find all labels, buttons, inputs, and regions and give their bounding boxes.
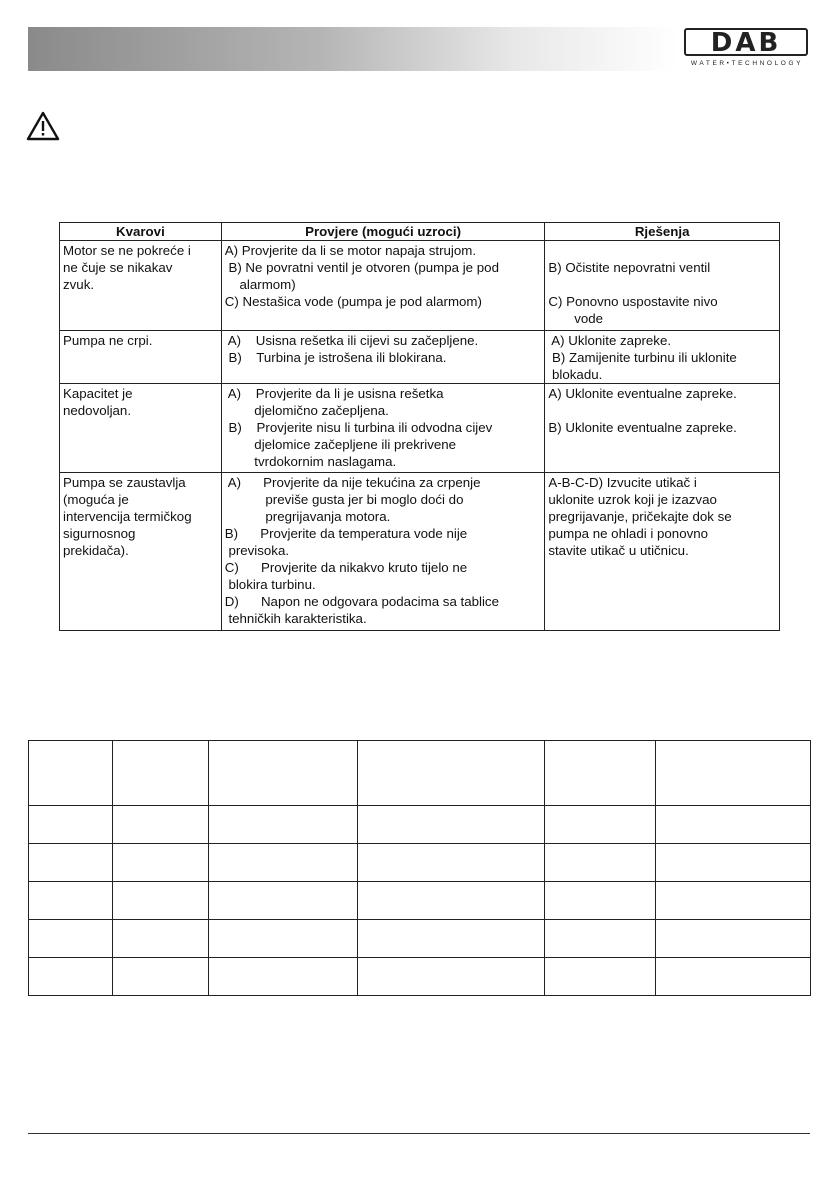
header-checks: Provjere (mogući uzroci)	[221, 223, 545, 241]
empty-cell	[208, 741, 357, 806]
fault-cell: Kapacitet je nedovoljan.	[60, 384, 222, 473]
empty-cell	[29, 920, 113, 958]
empty-cell	[112, 882, 208, 920]
solutions-cell: A) Uklonite eventualne zapreke. B) Uklonite eventualne zapreke.	[545, 384, 780, 473]
header-gradient-bar	[28, 27, 678, 71]
empty-cell	[29, 844, 113, 882]
table-header-row	[60, 223, 780, 241]
solutions-cell: A-B-C-D) Izvucite utikač i uklonite uzrok koji je izazvao pregrijavanje, pričekajte dok se pumpa ne ohladi i ponovno stavite utikač u utičnicu.	[545, 473, 780, 631]
empty-cell	[29, 741, 113, 806]
empty-cell	[208, 920, 357, 958]
warning-triangle-icon	[25, 110, 61, 147]
empty-cell	[545, 882, 656, 920]
logo-subtext: WATER•TECHNOLOGY	[690, 60, 804, 67]
empty-cell	[208, 806, 357, 844]
dab-logo	[684, 28, 810, 68]
table-row	[60, 331, 780, 384]
empty-cell	[545, 920, 656, 958]
empty-grid-table	[28, 740, 811, 996]
header-faults: Kvarovi	[60, 223, 222, 241]
fault-cell: Pumpa se zaustavlja (moguća je intervencija termičkog sigurnosnog prekidača).	[60, 473, 222, 631]
table-row	[29, 844, 811, 882]
empty-cell	[357, 958, 545, 996]
table-row	[29, 806, 811, 844]
empty-cell	[29, 958, 113, 996]
checks-cell: A) Provjerite da li se motor napaja strujom. B) Ne povratni ventil je otvoren (pumpa je pod alarmom) C) Nestašica vode (pumpa je pod alarmom)	[221, 241, 545, 331]
empty-cell	[112, 844, 208, 882]
footer-divider	[28, 1133, 810, 1134]
empty-cell	[112, 741, 208, 806]
troubleshooting-table	[59, 222, 780, 631]
table-row	[60, 241, 780, 331]
table-row	[29, 741, 811, 806]
empty-cell	[545, 806, 656, 844]
empty-cell	[656, 920, 811, 958]
empty-cell	[357, 920, 545, 958]
empty-cell	[208, 844, 357, 882]
empty-cell	[112, 958, 208, 996]
empty-cell	[357, 882, 545, 920]
empty-cell	[545, 741, 656, 806]
empty-cell	[29, 806, 113, 844]
checks-cell: A) Provjerite da nije tekućina za crpenje previše gusta jer bi moglo doći do pregrijavanja motora. B) Provjerite da temperatura vode nije previsoka. C) Provjerite da nikakvo kruto tijelo ne blokira turbinu. D) Napon ne odgovara podacima sa tablice tehničkih karakteristika.	[221, 473, 545, 631]
empty-cell	[208, 958, 357, 996]
empty-cell	[545, 844, 656, 882]
solutions-cell: B) Očistite nepovratni ventil C) Ponovno uspostavite nivo vode	[545, 241, 780, 331]
empty-cell	[29, 882, 113, 920]
solutions-cell: A) Uklonite zapreke. B) Zamijenite turbinu ili uklonite blokadu.	[545, 331, 780, 384]
empty-cell	[357, 741, 545, 806]
table-row	[60, 384, 780, 473]
empty-cell	[656, 958, 811, 996]
empty-cell	[112, 920, 208, 958]
empty-cell	[656, 741, 811, 806]
fault-cell: Motor se ne pokreće i ne čuje se nikakav zvuk.	[60, 241, 222, 331]
empty-cell	[208, 882, 357, 920]
header-solutions: Rješenja	[545, 223, 780, 241]
table-row	[29, 958, 811, 996]
logo-text: DAB	[684, 28, 808, 56]
fault-cell: Pumpa ne crpi.	[60, 331, 222, 384]
checks-cell: A) Provjerite da li je usisna rešetka djelomično začepljena. B) Provjerite nisu li turbina ili odvodna cijev djelomice začepljene ili prekrivene tvrdokornim naslagama.	[221, 384, 545, 473]
empty-cell	[357, 806, 545, 844]
table-row	[29, 920, 811, 958]
empty-cell	[656, 882, 811, 920]
checks-cell: A) Usisna rešetka ili cijevi su začepljene. B) Turbina je istrošena ili blokirana.	[221, 331, 545, 384]
empty-cell	[545, 958, 656, 996]
empty-cell	[656, 806, 811, 844]
empty-cell	[112, 806, 208, 844]
empty-cell	[357, 844, 545, 882]
empty-cell	[656, 844, 811, 882]
table-row	[29, 882, 811, 920]
table-row	[60, 473, 780, 631]
